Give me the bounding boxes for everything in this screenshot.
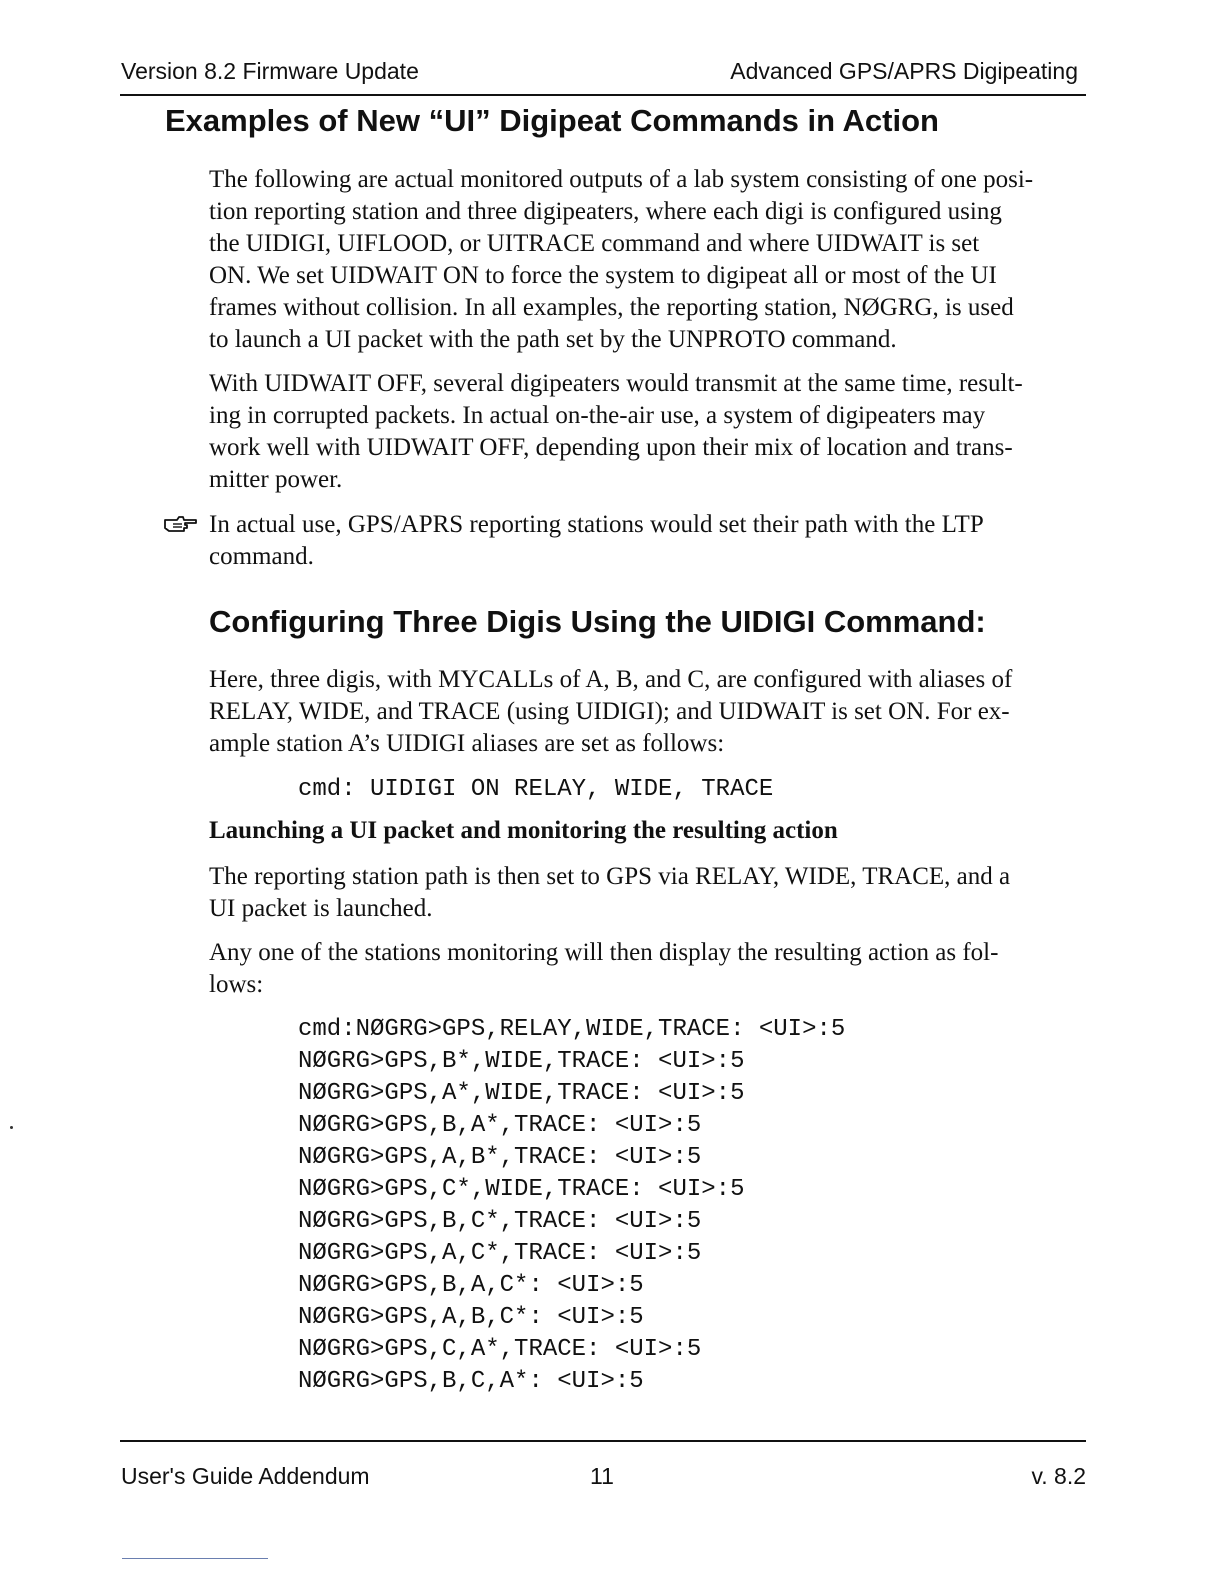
text-line: ample station A’s UIDIGI aliases are set as follows: (209, 730, 725, 757)
output-line: NØGRG>GPS,A,B*,TRACE: <UI>:5 (298, 1144, 702, 1171)
text-line: The reporting station path is then set to GPS via RELAY, WIDE, TRACE, and a (209, 863, 1011, 890)
text-line: Here, three digis, with MYCALLs of A, B, and C, are configured with aliases of (209, 666, 1013, 693)
footer-right: v. 8.2 (1031, 1463, 1086, 1489)
section-title-configuring: Configuring Three Digis Using the UIDIGI Command: (209, 604, 986, 639)
output-line: NØGRG>GPS,B,C,A*: <UI>:5 (298, 1368, 644, 1395)
text-line: command. (209, 543, 314, 570)
header-rule (120, 94, 1086, 96)
text-line: UI packet is launched. (209, 895, 433, 922)
command-example: cmd: UIDIGI ON RELAY, WIDE, TRACE (298, 776, 774, 803)
text-line: ON. We set UIDWAIT ON to force the system to digipeat all or most of the UI (209, 262, 997, 289)
paragraph-digis (209, 664, 1089, 760)
footer-left: User's Guide Addendum (121, 1463, 370, 1489)
footer-rule (120, 1440, 1086, 1442)
section-title-examples: Examples of New “UI” Digipeat Commands in Action (165, 103, 939, 138)
output-line: NØGRG>GPS,B,A*,TRACE: <UI>:5 (298, 1112, 702, 1139)
output-line: NØGRG>GPS,B,A,C*: <UI>:5 (298, 1272, 644, 1299)
header-right: Advanced GPS/APRS Digipeating (730, 58, 1078, 84)
paragraph-monitoring (209, 937, 1089, 1001)
text-line: frames without collision. In all examples, the reporting station, NØGRG, is used (209, 294, 1014, 321)
text-line: The following are actual monitored outputs of a lab system consisting of one posi- (209, 166, 1034, 193)
scan-edge-line (122, 1558, 268, 1559)
output-line: NØGRG>GPS,A,B,C*: <UI>:5 (298, 1304, 644, 1331)
output-line: NØGRG>GPS,B*,WIDE,TRACE: <UI>:5 (298, 1048, 745, 1075)
page-number: 11 (590, 1463, 614, 1489)
text-line: tion reporting station and three digipeaters, where each digi is configured using (209, 198, 1002, 225)
output-line: NØGRG>GPS,B,C*,TRACE: <UI>:5 (298, 1208, 702, 1235)
output-line: NØGRG>GPS,A,C*,TRACE: <UI>:5 (298, 1240, 702, 1267)
output-line: NØGRG>GPS,A*,WIDE,TRACE: <UI>:5 (298, 1080, 745, 1107)
header-left: Version 8.2 Firmware Update (121, 58, 419, 84)
text-line: Any one of the stations monitoring will then display the resulting action as fol- (209, 939, 999, 966)
output-line: cmd:NØGRG>GPS,RELAY,WIDE,TRACE: <UI>:5 (298, 1016, 846, 1043)
paragraph-path (209, 861, 1089, 925)
paragraph-uidwait (209, 368, 1089, 496)
subheading-launching: Launching a UI packet and monitoring the resulting action (209, 817, 838, 844)
text-line: RELAY, WIDE, and TRACE (using UIDIGI); and UIDWAIT is set ON. For ex- (209, 698, 1010, 725)
scan-speck (10, 1126, 13, 1129)
text-line: ing in corrupted packets. In actual on-the-air use, a system of digipeaters may (209, 402, 986, 429)
pointing-hand-icon (163, 512, 199, 534)
text-line: the UIDIGI, UIFLOOD, or UITRACE command and where UIDWAIT is set (209, 230, 980, 257)
text-line: lows: (209, 971, 264, 998)
paragraph-intro (209, 164, 1089, 356)
output-line: NØGRG>GPS,C*,WIDE,TRACE: <UI>:5 (298, 1176, 745, 1203)
output-line: NØGRG>GPS,C,A*,TRACE: <UI>:5 (298, 1336, 702, 1363)
text-line: In actual use, GPS/APRS reporting stations would set their path with the LTP (209, 511, 984, 538)
note-ltp (209, 509, 1089, 573)
text-line: work well with UIDWAIT OFF, depending upon their mix of location and trans- (209, 434, 1013, 461)
text-line: to launch a UI packet with the path set by the UNPROTO command. (209, 326, 897, 353)
text-line: With UIDWAIT OFF, several digipeaters would transmit at the same time, result- (209, 370, 1023, 397)
monitor-output (298, 1014, 845, 1398)
text-line: mitter power. (209, 466, 343, 493)
